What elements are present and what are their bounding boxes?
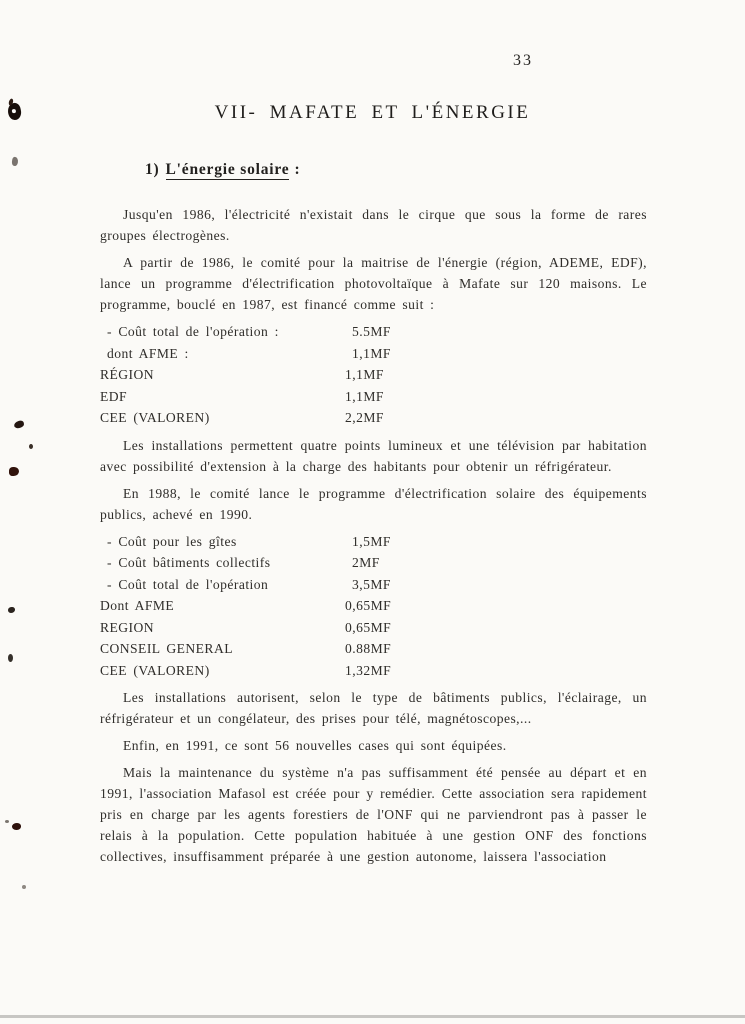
cost-label: - Coût total de l'opération : <box>107 324 279 339</box>
paragraph-program-1986: A partir de 1986, le comité pour la maitrise de l'énergie (région, ADEME, EDF), lance un programme d'électrification photovoltaïque à Mafate sur 120 maisons. Le programme, bouclé en 1987, est financé comme suit : <box>100 255 647 312</box>
cost-label: - Coût pour les gîtes <box>107 533 237 549</box>
cost-label: CEE (VALOREN) <box>100 662 210 678</box>
scan-speck <box>8 654 13 662</box>
financing-list-1986 <box>100 321 647 429</box>
cost-label: CONSEIL GENERAL <box>100 641 233 656</box>
scan-speck <box>8 607 15 613</box>
cost-label: REGION <box>100 619 155 635</box>
scan-speck <box>29 444 33 449</box>
cost-row <box>100 364 647 386</box>
scan-speck <box>13 420 24 429</box>
cost-row <box>100 343 647 365</box>
cost-value: 1,1MF <box>345 367 384 382</box>
cost-label: dont AFME : <box>107 345 189 361</box>
document-body <box>100 204 647 873</box>
cost-value: 5.5MF <box>352 324 391 339</box>
cost-row <box>100 386 647 408</box>
scan-edge-line <box>0 1015 745 1018</box>
cost-row <box>100 407 647 429</box>
cost-row <box>100 531 647 553</box>
paragraph-installations-public: Les installations autorisent, selon le type de bâtiments publics, l'éclairage, un réfrigérateur et un congélateur, des prises pour télé, magnétoscopes,... <box>100 690 647 726</box>
cost-value: 1,1MF <box>352 345 391 361</box>
cost-value: 2MF <box>352 555 380 570</box>
cost-label: EDF <box>100 388 128 404</box>
cost-row <box>100 595 647 617</box>
paragraph-program-1988: En 1988, le comité lance le programme d'électrification solaire des équipements publics, achevé en 1990. <box>100 485 647 522</box>
cost-label: Dont AFME <box>100 598 175 613</box>
scan-speck <box>9 467 19 476</box>
cost-row <box>100 617 647 639</box>
cost-row <box>100 660 647 682</box>
cost-value: 2,2MF <box>345 410 384 425</box>
paragraph-maintenance-mafasol: Mais la maintenance du système n'a pas suffisamment été pensée au départ et en 1991, l'association Mafasol est créée pour y remédier. Cette association sera rapidement pris en charge par les agents forestiers de l'ONF qui ne parviendront pas à passer le relais à la population. Cette population habituée à une gestion ONF des fonctions collectives, insuffisamment préparée à une gestion autonome, laissera l'association <box>100 765 647 864</box>
paragraph-1991-cases: Enfin, en 1991, ce sont 56 nouvelles cases qui sont équipées. <box>123 738 507 753</box>
cost-value: 0.88MF <box>345 641 392 656</box>
scan-ink-mark <box>11 157 18 167</box>
page-number: 33 <box>513 52 533 69</box>
cost-label: RÉGION <box>100 367 155 382</box>
scan-speck <box>12 823 21 830</box>
cost-row <box>100 552 647 574</box>
cost-value: 1,5MF <box>352 533 391 549</box>
scan-speck <box>22 885 26 889</box>
document-title: VII- MAFATE ET L'ÉNERGIE <box>214 102 531 123</box>
paragraph-installations-homes: Les installations permettent quatre points lumineux et une télévision par habitation avec possibilité d'extension à la charge des habitants pour obtenir un réfrigérateur. <box>100 437 647 474</box>
cost-value: 1,1MF <box>345 388 384 404</box>
cost-value: 0,65MF <box>345 598 392 613</box>
cost-label: - Coût bâtiments collectifs <box>107 555 271 570</box>
cost-value: 1,32MF <box>345 662 392 678</box>
cost-value: 3,5MF <box>352 576 391 592</box>
cost-row <box>100 574 647 596</box>
cost-value: 0,65MF <box>345 619 392 635</box>
section-heading-title: L'énergie solaire <box>165 161 290 178</box>
section-heading-prefix: 1) <box>145 161 160 178</box>
cost-label: - Coût total de l'opération <box>107 576 269 592</box>
cost-row <box>100 638 647 660</box>
section-heading-suffix: : <box>294 161 301 178</box>
paragraph-intro-1986: Jusqu'en 1986, l'électricité n'existait dans le cirque que sous la forme de rares groupes électrogènes. <box>100 207 647 243</box>
cost-row <box>100 321 647 343</box>
financing-list-1988 <box>100 531 647 682</box>
section-heading <box>145 161 300 179</box>
cost-label: CEE (VALOREN) <box>100 410 210 425</box>
